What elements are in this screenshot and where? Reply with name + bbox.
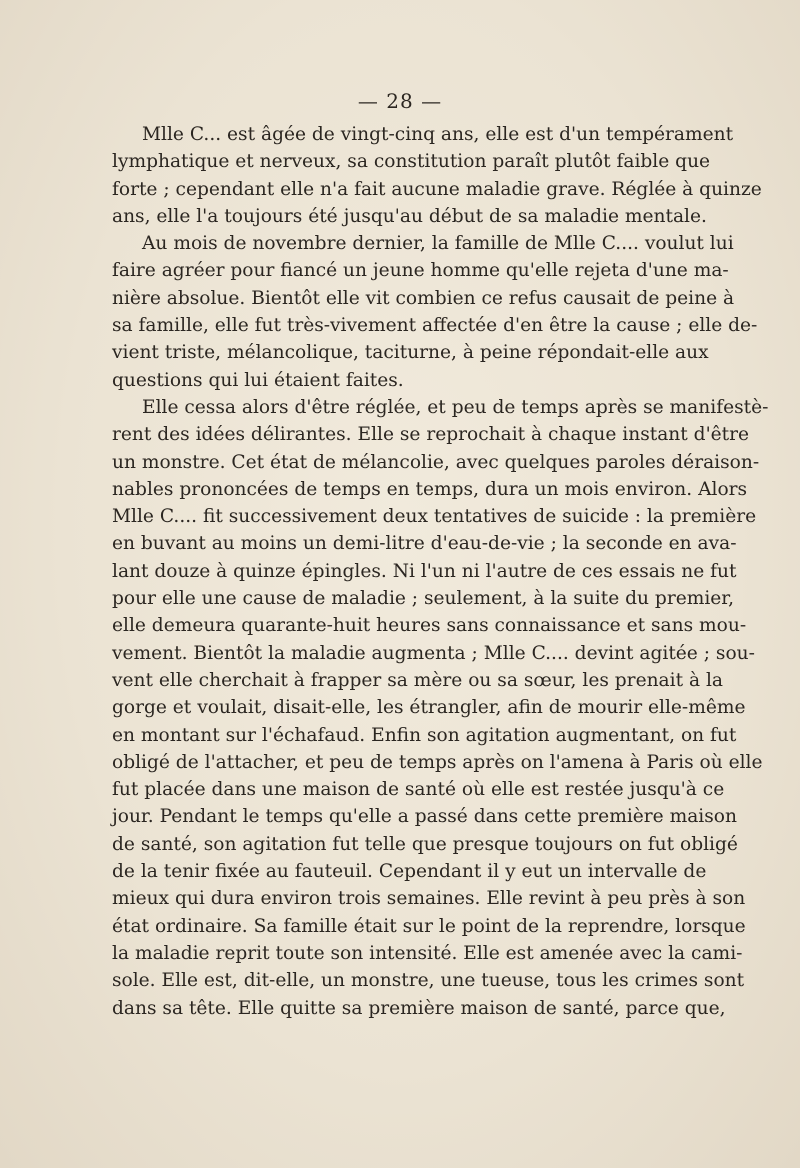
text-line: lant douze à quinze épingles. Ni l'un ni l'autre de ces essais ne fut	[112, 560, 737, 582]
text-line: nables prononcées de temps en temps, dura un mois environ. Alors	[112, 478, 748, 500]
text-line: de la tenir fixée au fauteuil. Cependant il y eut un intervalle de	[112, 861, 707, 883]
text-line: sa famille, elle fut très-vivement affectée d'en être la cause ; elle de-	[112, 315, 758, 337]
text-line: mieux qui dura environ trois semaines. Elle revint à peu près à son	[112, 888, 746, 910]
text-line: vement. Bientôt la maladie augmenta ; Mlle C.... devint agitée ; sou-	[112, 642, 755, 664]
text-line: Au mois de novembre dernier, la famille de Mlle C.... voulut lui	[142, 233, 734, 255]
text-line: dans sa tête. Elle quitte sa première maison de santé, parce que,	[112, 997, 726, 1019]
text-line: elle demeura quarante-huit heures sans connaissance et sans mou-	[112, 615, 747, 637]
text-line: obligé de l'attacher, et peu de temps après on l'amena à Paris où elle	[112, 751, 763, 773]
text-line: vent elle cherchait à frapper sa mère ou sa sœur, les prenait à la	[112, 669, 723, 691]
text-line: Elle cessa alors d'être réglée, et peu de temps après se manifestè-	[142, 396, 769, 418]
text-line: nière absolue. Bientôt elle vit combien ce refus causait de peine à	[112, 287, 735, 309]
text-line: Mlle C... est âgée de vingt-cinq ans, elle est d'un tempérament	[142, 124, 734, 145]
page-number: — 28 —	[357, 89, 443, 113]
text-line: la maladie reprit toute son intensité. Elle est amenée avec la cami-	[112, 942, 743, 964]
text-line: fut placée dans une maison de santé où elle est restée jusqu'à ce	[112, 779, 725, 801]
paragraph	[112, 230, 758, 394]
body-text	[112, 121, 769, 1022]
text-line: vient triste, mélancolique, taciturne, à peine répondait-elle aux	[112, 342, 709, 364]
paragraph	[112, 394, 769, 1022]
text-line: faire agréer pour fiancé un jeune homme qu'elle rejeta d'une ma-	[112, 260, 729, 282]
text-line: sole. Elle est, dit-elle, un monstre, une tueuse, tous les crimes sont	[112, 970, 745, 992]
text-line: de santé, son agitation fut telle que presque toujours on fut obligé	[112, 833, 738, 855]
text-line: jour. Pendant le temps qu'elle a passé dans cette première maison	[112, 806, 737, 828]
text-line: Mlle C.... fit successivement deux tentatives de suicide : la première	[112, 506, 757, 528]
text-line: gorge et voulait, disait-elle, les étrangler, afin de mourir elle-même	[112, 697, 746, 719]
text-line: en montant sur l'échafaud. Enfin son agitation augmentant, on fut	[112, 724, 737, 746]
text-line: en buvant au moins un demi-litre d'eau-de-vie ; la seconde en ava-	[112, 533, 737, 555]
text-line: questions qui lui étaient faites.	[112, 369, 404, 391]
text-line: ans, elle l'a toujours été jusqu'au début de sa maladie mentale.	[112, 205, 707, 227]
text-line: état ordinaire. Sa famille était sur le point de la reprendre, lorsque	[112, 915, 746, 937]
text-line: un monstre. Cet état de mélancolie, avec quelques paroles déraison-	[112, 451, 760, 473]
text-line: pour elle une cause de maladie ; seulement, à la suite du premier,	[112, 588, 735, 610]
paragraph	[112, 121, 762, 230]
text-line: rent des idées délirantes. Elle se reprochait à chaque instant d'être	[112, 424, 750, 446]
text-line: lymphatique et nerveux, sa constitution paraît plutôt faible que	[112, 151, 711, 173]
text-line: forte ; cependant elle n'a fait aucune maladie grave. Réglée à quinze	[112, 178, 762, 200]
